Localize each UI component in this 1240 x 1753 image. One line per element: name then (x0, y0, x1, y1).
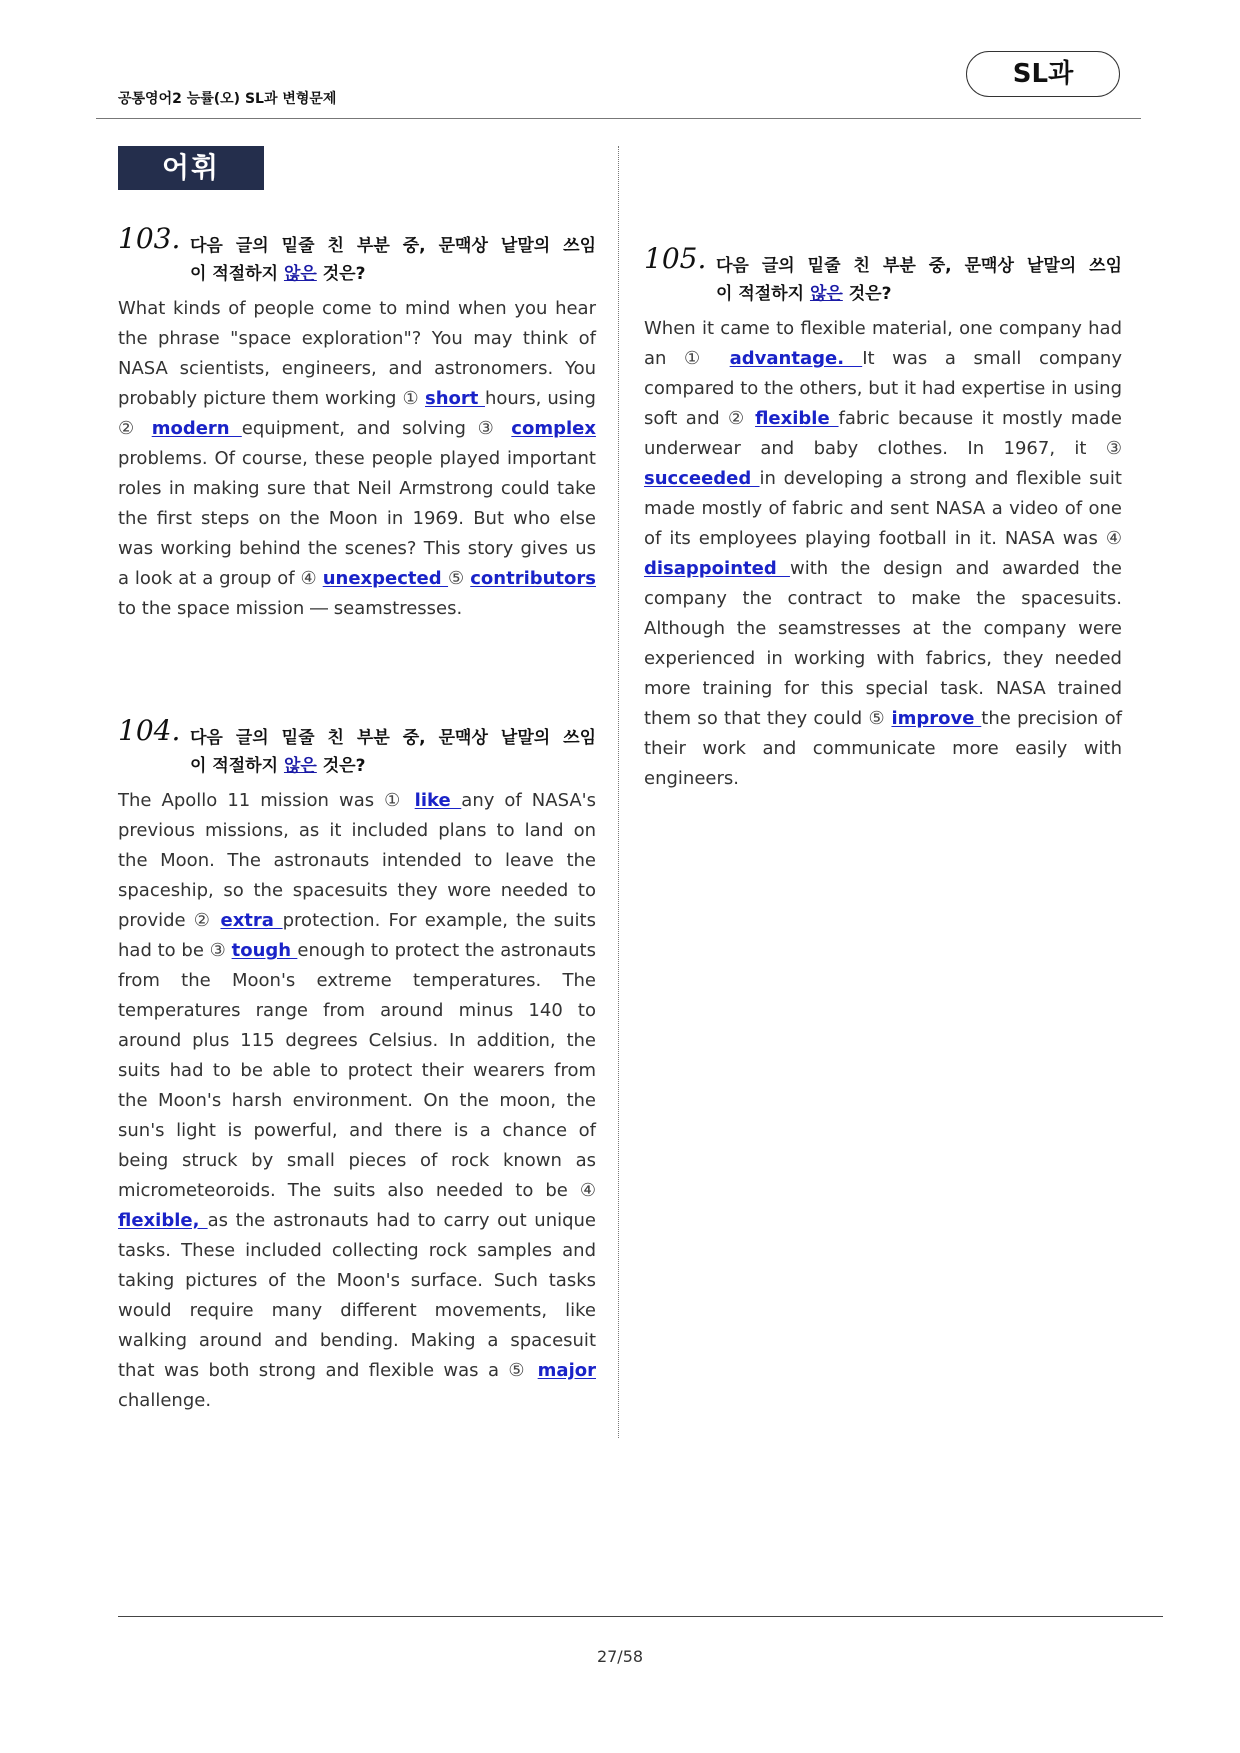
column-divider (618, 146, 619, 1438)
passage-text (528, 1360, 537, 1381)
passage-text: as the astronauts had to carry out unique tasks. These included collecting rock samples and taking pictures of the Moon's surface. Such tasks would require many different movements, like walking around and bending. Making a spacesuit that was both strong and flexible was a (118, 1210, 597, 1381)
passage-text: protection. For example, the suits had to be (118, 910, 596, 961)
passage (644, 314, 1122, 794)
prompt-line-1: 다음 글의 밑줄 친 부분 중, 문맥상 낱말의 쓰임 (716, 256, 1122, 276)
choice-marker: ② (193, 910, 213, 931)
section-label: 어휘 (118, 146, 264, 190)
choice-marker: ③ (209, 940, 226, 961)
question-header (118, 714, 596, 780)
lesson-badge: SL과 (966, 51, 1120, 97)
choice-marker: ① (684, 348, 713, 369)
underlined-word: tough (231, 940, 298, 961)
passage-text: What kinds of people come to mind when you hear the phrase "space exploration"? You may think of NASA scientists, engineers, and astronomers. You probably picture them working (118, 298, 596, 409)
question-number: 104. (118, 714, 181, 747)
prompt-line-2-post: 것은? (316, 264, 366, 284)
choice-marker: ③ (477, 418, 500, 439)
question-number: 105. (644, 242, 707, 275)
prompt-line-1: 다음 글의 밑줄 친 부분 중, 문맥상 낱말의 쓰임 (190, 236, 596, 256)
passage-text: When it came to flexible material, one company had an (644, 318, 1122, 369)
choice-marker: ⑤ (868, 708, 886, 729)
prompt-line-1: 다음 글의 밑줄 친 부분 중, 문맥상 낱말의 쓰임 (190, 728, 596, 748)
passage (118, 294, 596, 624)
question-104 (118, 714, 597, 1416)
passage-text (712, 348, 730, 369)
question-prompt (644, 252, 1122, 308)
underlined-word: succeeded (644, 468, 760, 489)
choice-marker: ④ (1105, 528, 1122, 549)
passage (118, 786, 596, 1416)
passage-text (405, 790, 415, 811)
question-header (644, 242, 1122, 308)
question-number: 103. (118, 222, 181, 255)
underlined-word: modern (151, 418, 242, 439)
choice-marker: ④ (300, 568, 317, 589)
passage-text: to the space mission ― seamstresses. (118, 598, 463, 619)
passage-text: problems. Of course, these people played important roles in making sure that Neil Armstrong could take the first steps on the Moon in 1969. But who else was working behind the scenes? This story gives us a look at a group of (118, 448, 596, 589)
prompt-negation: 않은 (809, 284, 843, 304)
question-prompt (118, 724, 596, 780)
prompt-negation: 않은 (283, 756, 317, 776)
passage-text: in developing a strong and flexible suit made mostly of fabric and sent NASA a video of one of its employees playing football in it. NASA was (644, 468, 1122, 549)
passage-text (747, 408, 755, 429)
question-prompt (118, 232, 596, 288)
passage-text: challenge. (118, 1390, 212, 1411)
choice-marker: ⑤ (448, 568, 465, 589)
passage-text: with the design and awarded the company the contract to make the spacesuits. Although the seamstresses at the company were experienced in working with fabrics, they needed more training for this special task. NASA trained them so that they could (644, 558, 1123, 729)
question-105 (644, 242, 1123, 794)
passage-text: the precision of their work and communicate more easily with engineers. (644, 708, 1122, 789)
underlined-word: improve (891, 708, 982, 729)
prompt-negation: 않은 (283, 264, 317, 284)
underlined-word: flexible, (118, 1210, 208, 1231)
prompt-line-2-pre: 이 적절하지 (190, 756, 284, 776)
underlined-word: short (425, 388, 485, 409)
choice-marker: ① (384, 790, 405, 811)
underlined-word: complex (511, 418, 596, 439)
underlined-word: major (537, 1360, 596, 1381)
choice-marker: ③ (1105, 438, 1122, 459)
footer-divider (118, 1616, 1163, 1617)
page-number: 27/58 (596, 1647, 644, 1666)
passage-text: enough to protect the astronauts from the Moon's extreme temperatures. The temperatures range from around minus 140 to around plus 115 degrees Celsius. In addition, the suits had to be able to protect their wearers from the Moon's harsh environment. On the moon, the sun's light is powerful, and there is a chance of being struck by small pieces of rock known as micrometeoroids. The suits also needed to be (118, 940, 596, 1201)
passage-text (140, 418, 152, 439)
underlined-word: like (414, 790, 462, 811)
choice-marker: ② (728, 408, 747, 429)
passage-text: It was a small company compared to the others, but it had expertise in using soft and (644, 348, 1122, 429)
header-divider (96, 118, 1141, 119)
passage-text: fabric because it mostly made underwear and baby clothes. In 1967, it (644, 408, 1122, 459)
passage-text: any of NASA's previous missions, as it included plans to land on the Moon. The astronauts intended to leave the spaceship, so the spacesuits they wore needed to provide (118, 790, 596, 931)
question-103 (118, 222, 596, 624)
underlined-word: unexpected (322, 568, 449, 589)
passage-text: The Apollo 11 mission was (118, 790, 385, 811)
prompt-line-2-post: 것은? (842, 284, 892, 304)
document-title: 공통영어2 능률(오) SL과 변형문제 (118, 91, 337, 107)
underlined-word: extra (220, 910, 283, 931)
passage-text: equipment, and solving (241, 418, 478, 439)
underlined-word: advantage. (729, 348, 863, 369)
prompt-line-2-pre: 이 적절하지 (716, 284, 810, 304)
underlined-word: disappointed (644, 558, 790, 579)
prompt-line-2-pre: 이 적절하지 (190, 264, 284, 284)
passage-text: hours, using (484, 388, 596, 409)
choice-marker: ① (402, 388, 419, 409)
prompt-line-2-post: 것은? (316, 756, 366, 776)
underlined-word: flexible (755, 408, 839, 429)
passage-text (500, 418, 512, 439)
underlined-word: contributors (470, 568, 596, 589)
question-header (118, 222, 596, 288)
choice-marker: ⑤ (508, 1360, 529, 1381)
choice-marker: ② (118, 418, 141, 439)
choice-marker: ④ (579, 1180, 596, 1201)
